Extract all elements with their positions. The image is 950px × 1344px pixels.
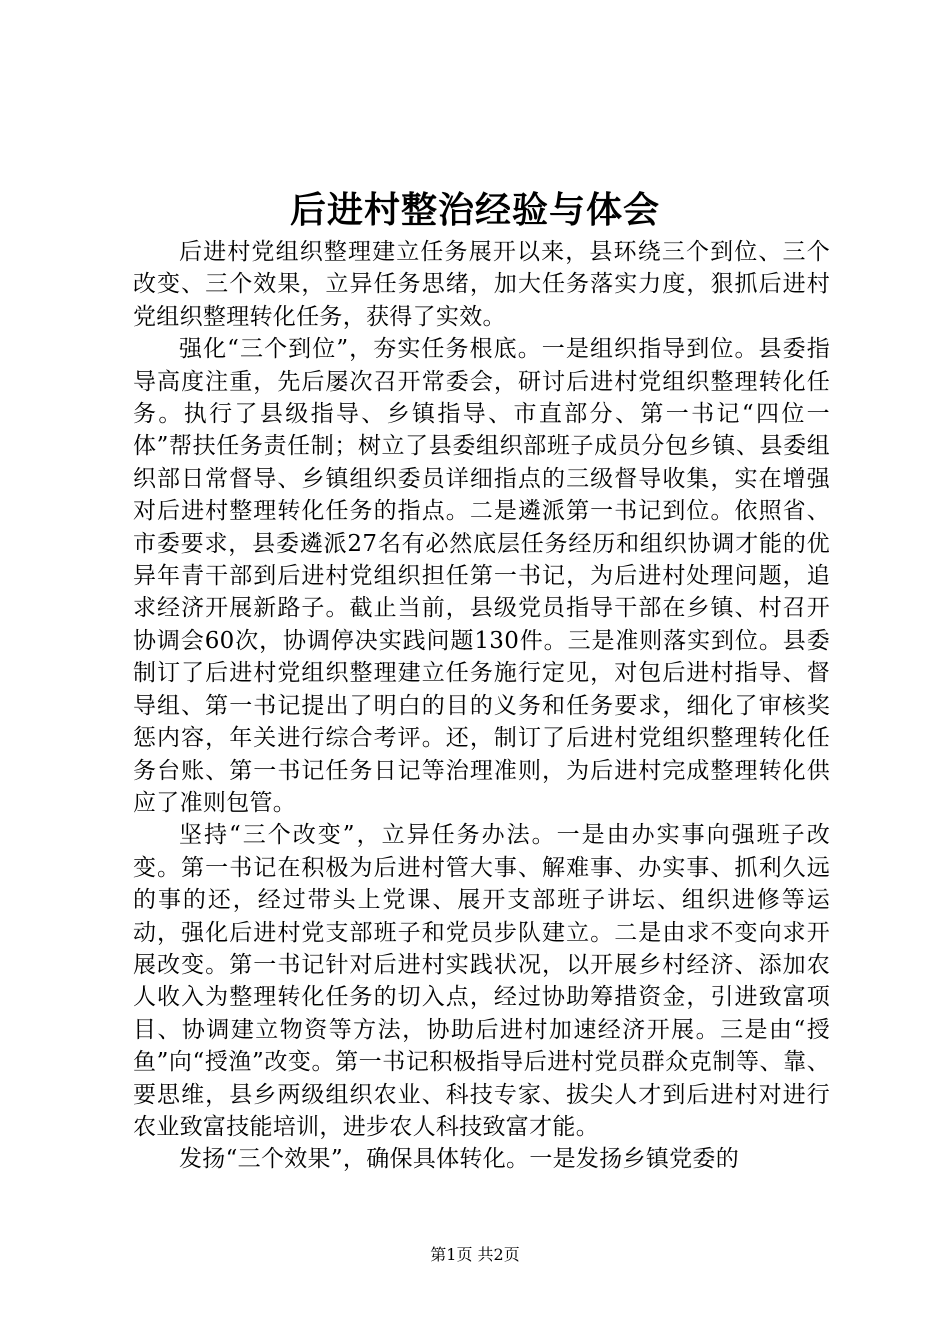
paragraph-three-in-place: 强化“三个到位”，夯实任务根底。一是组织指导到位。县委指导高度注重，先后屡次召开常委会，研讨后进村党组织整理转化任务。执行了县级指导、乡镇指导、市直部分、第一书记“四位一体”帮扶任务责任制；树立了县委组织部班子成员分包乡镇、县委组织部日常督导、乡镇组织委员详细指点的三级督导收集，实在增强对后进村整理转化任务的指点。二是遴派第一书记到位。依照省、市委要求，县委遴派27名有必然底层任务经历和组织协调才能的优异年青干部到后进村党组织担任第一书记，为后进村处理问题，追求经济开展新路子。截止当前，县级党员指导干部在乡镇、村召开协调会60次，协调停决实践问题130件。三是准则落实到位。县委制订了后进村党组织整理建立任务施行定见，对包后进村指导、督导组、第一书记提出了明白的目的义务和任务要求，细化了审核奖惩内容，年关进行综合考评。还，制订了后进村党组织整理转化任务台账、第一书记任务日记等治理准则，为后进村完成整理转化供应了准则包管。 — [133, 336, 830, 816]
page-number-footer: 第1页 共2页 — [430, 1245, 520, 1264]
paragraph-intro: 后进村党组织整理建立任务展开以来，县环绕三个到位、三个改变、三个效果，立异任务思绪，加大任务落实力度，狠抓后进村党组织整理转化任务，获得了实效。 — [133, 239, 830, 330]
document-title: 后进村整治经验与体会 — [289, 189, 660, 231]
paragraph-three-changes: 坚持“三个改变”，立异任务办法。一是由办实事向强班子改变。第一书记在积极为后进村管大事、解难事、办实事、抓利久远的事的还，经过带头上党课、展开支部班子讲坛、组织进修等运动，强化后进村党支部班子和党员步队建立。二是由求不变向求开展改变。第一书记针对后进村实践状况，以开展乡村经济、添加农人收入为整理转化任务的切入点，经过协助筹措资金，引进致富项目、协调建立物资等方法，协助后进村加速经济开展。三是由“授鱼”向“授渔”改变。第一书记积极指导后进村党员群众克制等、靠、要思维，县乡两级组织农业、科技专家、拔尖人才到后进村对进行农业致富技能培训，进步农人科技致富才能。 — [133, 822, 830, 1140]
paragraph-three-effects: 发扬“三个效果”，确保具体转化。一是发扬乡镇党委的 — [179, 1146, 740, 1173]
document-body — [133, 236, 830, 1176]
